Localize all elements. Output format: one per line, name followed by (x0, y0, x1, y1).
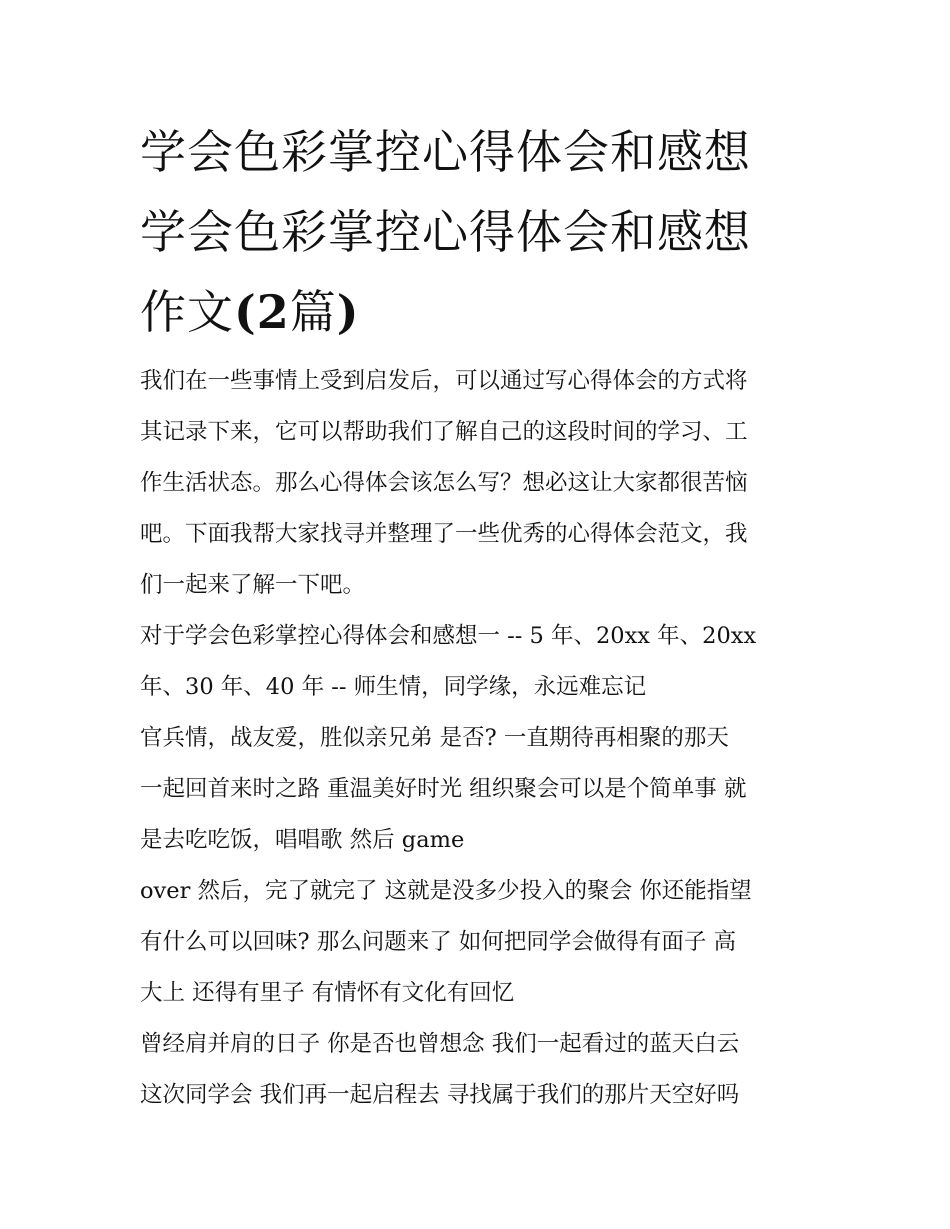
text-line: over 然后，完了就完了 这就是没多少投入的聚会 你还能指望 (140, 878, 752, 904)
text-line: 一起回首来时之路 重温美好时光 组织聚会可以是个简单事 就 (140, 776, 747, 802)
text-line: 们一起来了解一下吧。 (140, 572, 366, 598)
title-last-prefix: 作文 (140, 285, 234, 339)
text-line: 是去吃吃饭，唱唱歌 然后 game (140, 827, 465, 853)
text-line: 年、30 年、40 年 -- 师生情，同学缘，永远难忘记 (140, 674, 647, 700)
document-body (140, 356, 820, 1121)
paragraph-section-heading (140, 611, 820, 713)
paragraph-question (140, 866, 820, 1019)
document-title (140, 112, 830, 352)
text-line: 我们在一些事情上受到启发后，可以通过写心得体会的方式将 (140, 368, 748, 394)
text-line: 作生活状态。那么心得体会该怎么写？想必这让大家都很苦恼 (140, 470, 748, 496)
text-line: 大上 还得有里子 有情怀有文化有回忆 (140, 980, 515, 1006)
title-line-3 (140, 272, 830, 352)
text-line: 其记录下来，它可以帮助我们了解自己的这段时间的学习、工 (140, 419, 748, 445)
text-line: 这次同学会 我们再一起启程去 寻找属于我们的那片天空好吗 (140, 1082, 740, 1108)
paragraph-memories (140, 1019, 820, 1121)
title-last-bold: (2 (234, 285, 290, 339)
title-line-1: 学会色彩掌控心得体会和感想 (140, 125, 751, 179)
text-line: 吧。下面我帮大家找寻并整理了一些优秀的心得体会范文，我 (140, 521, 748, 547)
paragraph-intro (140, 356, 820, 611)
title-last-suffix: ) (336, 285, 360, 339)
paragraph-reunion (140, 713, 820, 866)
title-last-middle: 篇 (289, 285, 337, 339)
text-line: 曾经肩并肩的日子 你是否也曾想念 我们一起看过的蓝天白云 (140, 1031, 740, 1057)
text-line: 对于学会色彩掌控心得体会和感想一 -- 5 年、20xx 年、20xx (140, 623, 757, 649)
text-line: 有什么可以回味? 那么问题来了 如何把同学会做得有面子 高 (140, 929, 737, 955)
title-line-2: 学会色彩掌控心得体会和感想 (140, 205, 751, 259)
text-line: 官兵情，战友爱，胜似亲兄弟 是否? 一直期待再相聚的那天 (140, 725, 729, 751)
